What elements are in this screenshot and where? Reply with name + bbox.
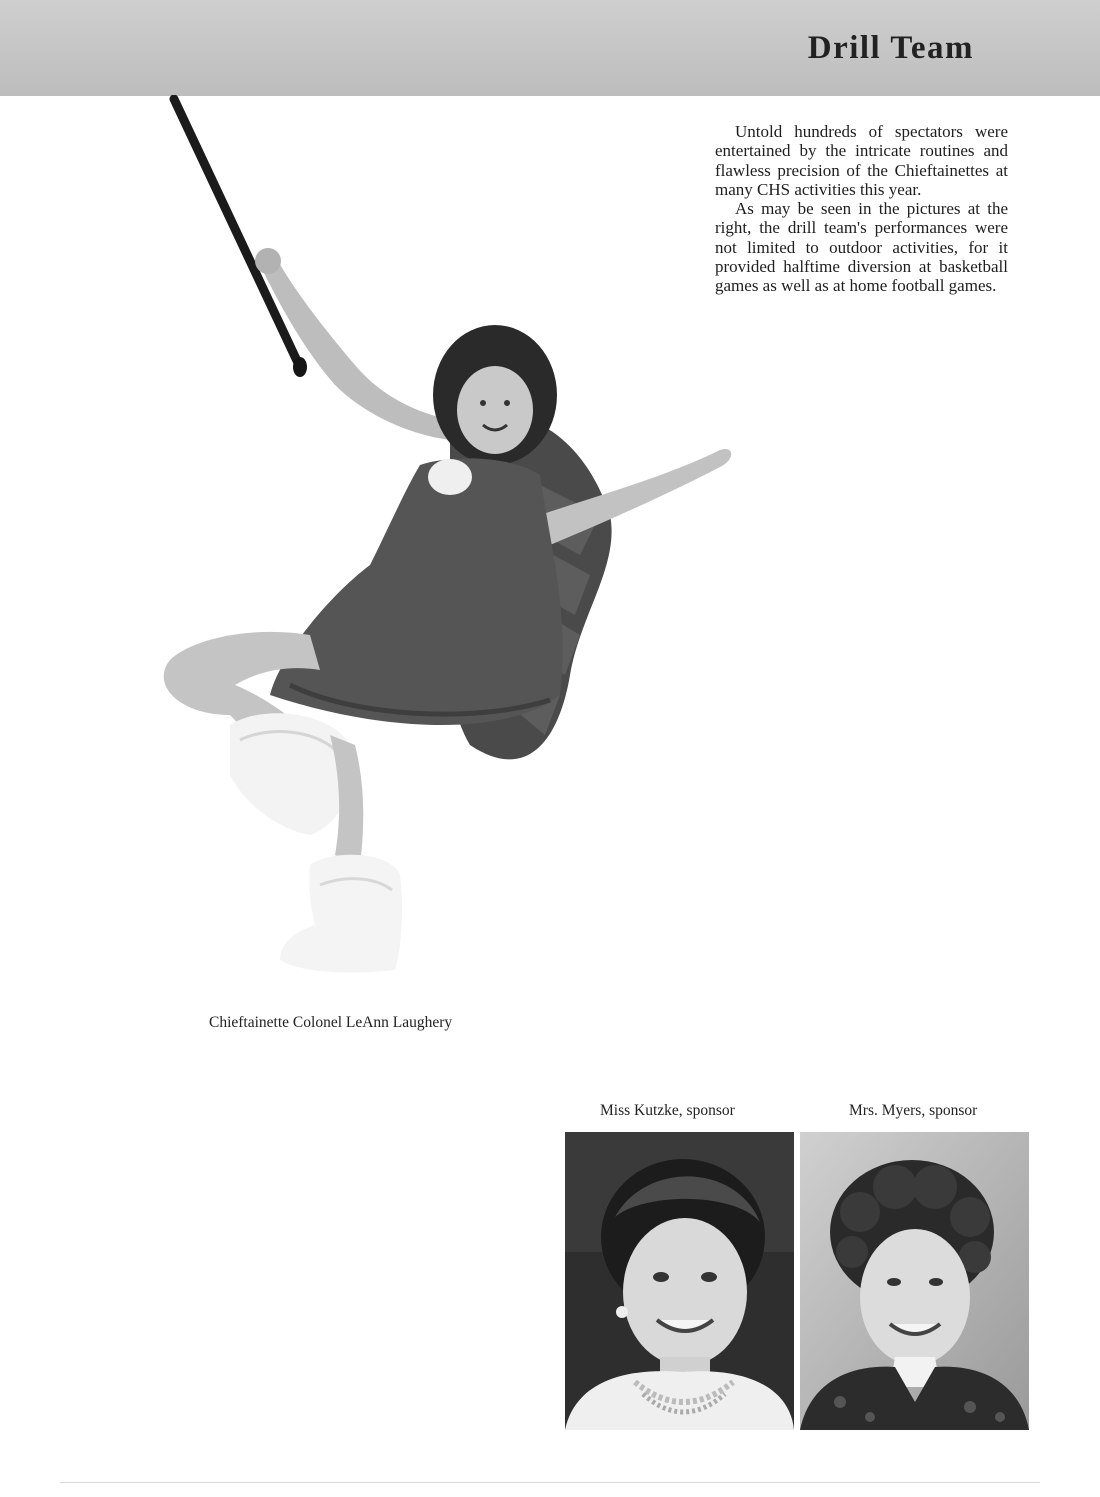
sponsor-portrait (800, 1132, 1029, 1430)
sponsor-caption: Mrs. Myers, sponsor (849, 1102, 978, 1119)
intro-text (715, 122, 1008, 296)
page-title: Drill Team (807, 30, 974, 66)
intro-paragraph: As may be seen in the pictures at the right, the drill team's performances were not limited to outdoor activities, for it provided halftime diversion at basketball games as well as at home football games. (715, 199, 1008, 296)
drill-team-colonel-photo (150, 95, 740, 985)
intro-paragraph: Untold hundreds of spectators were entertained by the intricate routines and flawless precision of the Chieftainettes at many CHS activities this year. (715, 122, 1008, 199)
featured-photo-caption: Chieftainette Colonel LeAnn Laughery (209, 1014, 453, 1031)
sponsor-caption: Miss Kutzke, sponsor (600, 1102, 735, 1119)
footer-rule (60, 1482, 1040, 1483)
sponsor-portrait (565, 1132, 794, 1430)
